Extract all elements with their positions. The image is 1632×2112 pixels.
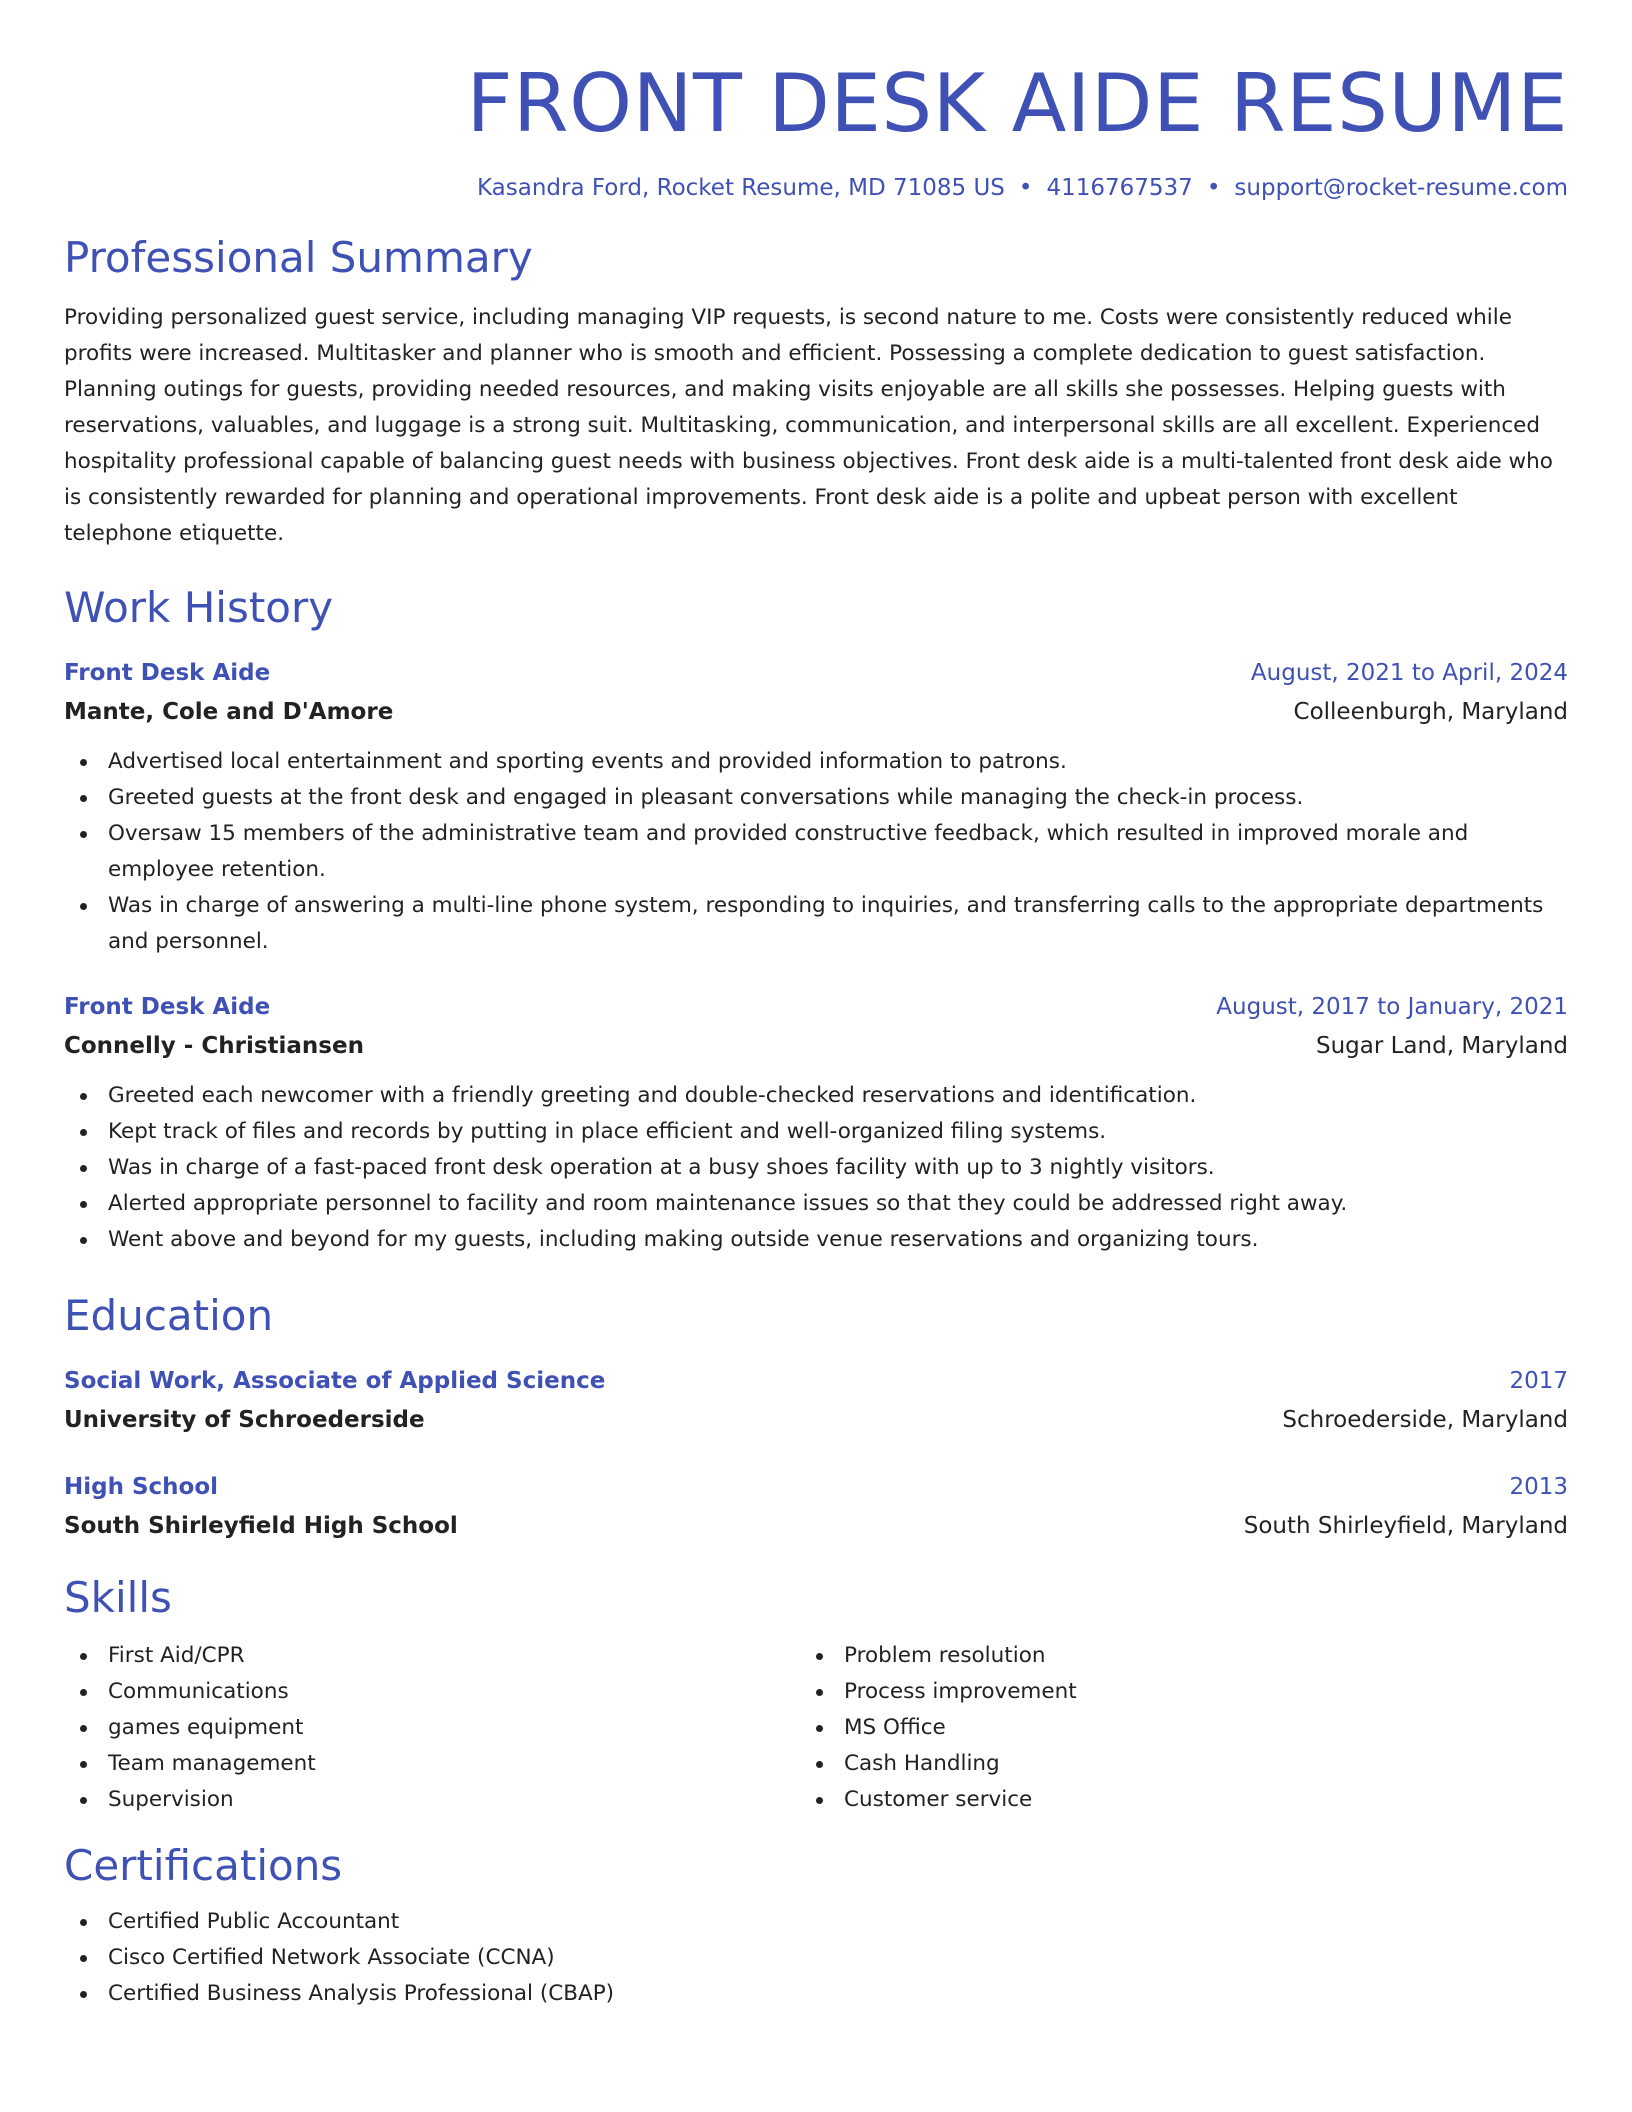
- list-item: Team management: [64, 1746, 800, 1782]
- work-history-heading: Work History: [64, 583, 334, 632]
- education-year: 2013: [1509, 1474, 1568, 1500]
- list-item: Cisco Certified Network Associate (CCNA): [64, 1940, 1568, 1976]
- list-item: Was in charge of answering a multi-line phone system, responding to inquiries, and transferring calls to the appropriate departments and personnel.: [64, 888, 1568, 960]
- list-item: Advertised local entertainment and sporting events and provided information to patrons.: [64, 744, 1568, 780]
- job-entry: [64, 654, 1568, 960]
- list-item: Alerted appropriate personnel to facility and room maintenance issues so that they could be addressed right away.: [64, 1186, 1568, 1222]
- skills-heading: Skills: [64, 1573, 172, 1622]
- list-item: Supervision: [64, 1782, 800, 1818]
- list-item: Went above and beyond for my guests, including making outside venue reservations and organizing tours.: [64, 1222, 1568, 1258]
- list-item: Certified Public Accountant: [64, 1904, 1568, 1940]
- job-company: Mante, Cole and D'Amore: [64, 699, 394, 725]
- contact-separator: •: [1018, 175, 1033, 201]
- list-item: First Aid/CPR: [64, 1638, 800, 1674]
- list-item: Cash Handling: [800, 1746, 1536, 1782]
- education-entry: [64, 1362, 1568, 1440]
- certifications-section: [64, 1840, 1568, 2012]
- summary-heading: Professional Summary: [64, 233, 533, 282]
- education-subhead: [64, 1506, 1568, 1546]
- job-subhead: [64, 1026, 1568, 1066]
- contact-line: [64, 172, 1568, 204]
- skills-section: [64, 1572, 1568, 1818]
- job-role: Front Desk Aide: [64, 994, 271, 1020]
- contact-separator: •: [1206, 175, 1221, 201]
- job-company: Connelly - Christiansen: [64, 1033, 364, 1059]
- education-location: South Shirleyfield, Maryland: [1243, 1513, 1568, 1539]
- list-item: Kept track of files and records by putting in place efficient and well-organized filing systems.: [64, 1114, 1568, 1150]
- education-section: [64, 1290, 1568, 1546]
- job-subhead: [64, 692, 1568, 732]
- certifications-list: [64, 1904, 1568, 2012]
- job-location: Sugar Land, Maryland: [1315, 1033, 1568, 1059]
- job-bullets: [64, 744, 1568, 960]
- job-location: Colleenburgh, Maryland: [1293, 699, 1568, 725]
- education-entry: [64, 1468, 1568, 1546]
- education-school: South Shirleyfield High School: [64, 1513, 458, 1539]
- list-item: Greeted guests at the front desk and engaged in pleasant conversations while managing the check-in process.: [64, 780, 1568, 816]
- contact-email[interactable]: support@rocket-resume.com: [1234, 175, 1568, 201]
- list-item: games equipment: [64, 1710, 800, 1746]
- list-item: Process improvement: [800, 1674, 1536, 1710]
- education-location: Schroederside, Maryland: [1282, 1407, 1568, 1433]
- job-bullets: [64, 1078, 1568, 1258]
- education-head: [64, 1468, 1568, 1506]
- job-role: Front Desk Aide: [64, 660, 271, 686]
- contact-phone: 4116767537: [1046, 175, 1193, 201]
- list-item: Problem resolution: [800, 1638, 1536, 1674]
- education-subhead: [64, 1400, 1568, 1440]
- list-item: Was in charge of a fast-paced front desk operation at a busy shoes facility with up to 3 nightly visitors.: [64, 1150, 1568, 1186]
- job-head: [64, 654, 1568, 692]
- job-dates: August, 2017 to January, 2021: [1216, 994, 1568, 1020]
- job-entry: [64, 988, 1568, 1258]
- list-item: Customer service: [800, 1782, 1536, 1818]
- summary-section: [64, 232, 1568, 552]
- list-item: MS Office: [800, 1710, 1536, 1746]
- education-degree: High School: [64, 1474, 219, 1500]
- education-year: 2017: [1509, 1368, 1568, 1394]
- list-item: Communications: [64, 1674, 800, 1710]
- education-degree: Social Work, Associate of Applied Science: [64, 1368, 606, 1394]
- contact-address: Kasandra Ford, Rocket Resume, MD 71085 US: [477, 175, 1005, 201]
- list-item: Oversaw 15 members of the administrative team and provided constructive feedback, which resulted in improved morale and employee retention.: [64, 816, 1568, 888]
- education-heading: Education: [64, 1291, 274, 1340]
- work-history-section: [64, 582, 1568, 1258]
- list-item: Greeted each newcomer with a friendly greeting and double-checked reservations and identification.: [64, 1078, 1568, 1114]
- education-school: University of Schroederside: [64, 1407, 425, 1433]
- summary-text: Providing personalized guest service, including managing VIP requests, is second nature to me. Costs were consistently reduced while profits were increased. Multitasker and planner who is smooth and efficient. Possessing a complete dedication to guest satisfaction. Planning outings for guests, providing needed resources, and making visits enjoyable are all skills she possesses. Helping guests with reservations, valuables, and luggage is a strong suit. Multitasking, communication, and interpersonal skills are all excellent. Experienced hospitality professional capable of balancing guest needs with business objectives. Front desk aide is a multi-talented front desk aide who is consistently rewarded for planning and operational improvements. Front desk aide is a polite and upbeat person with excellent telephone etiquette.: [64, 305, 1553, 546]
- list-item: Certified Business Analysis Professional (CBAP): [64, 1976, 1568, 2012]
- skills-list-right: [800, 1638, 1536, 1818]
- job-head: [64, 988, 1568, 1026]
- certifications-heading: Certifications: [64, 1841, 343, 1890]
- job-dates: August, 2021 to April, 2024: [1250, 660, 1568, 686]
- skills-columns: [64, 1638, 1568, 1818]
- education-head: [64, 1362, 1568, 1400]
- resume-header: [64, 56, 1568, 204]
- skills-list-left: [64, 1638, 800, 1818]
- page-title: FRONT DESK AIDE RESUME: [466, 57, 1568, 150]
